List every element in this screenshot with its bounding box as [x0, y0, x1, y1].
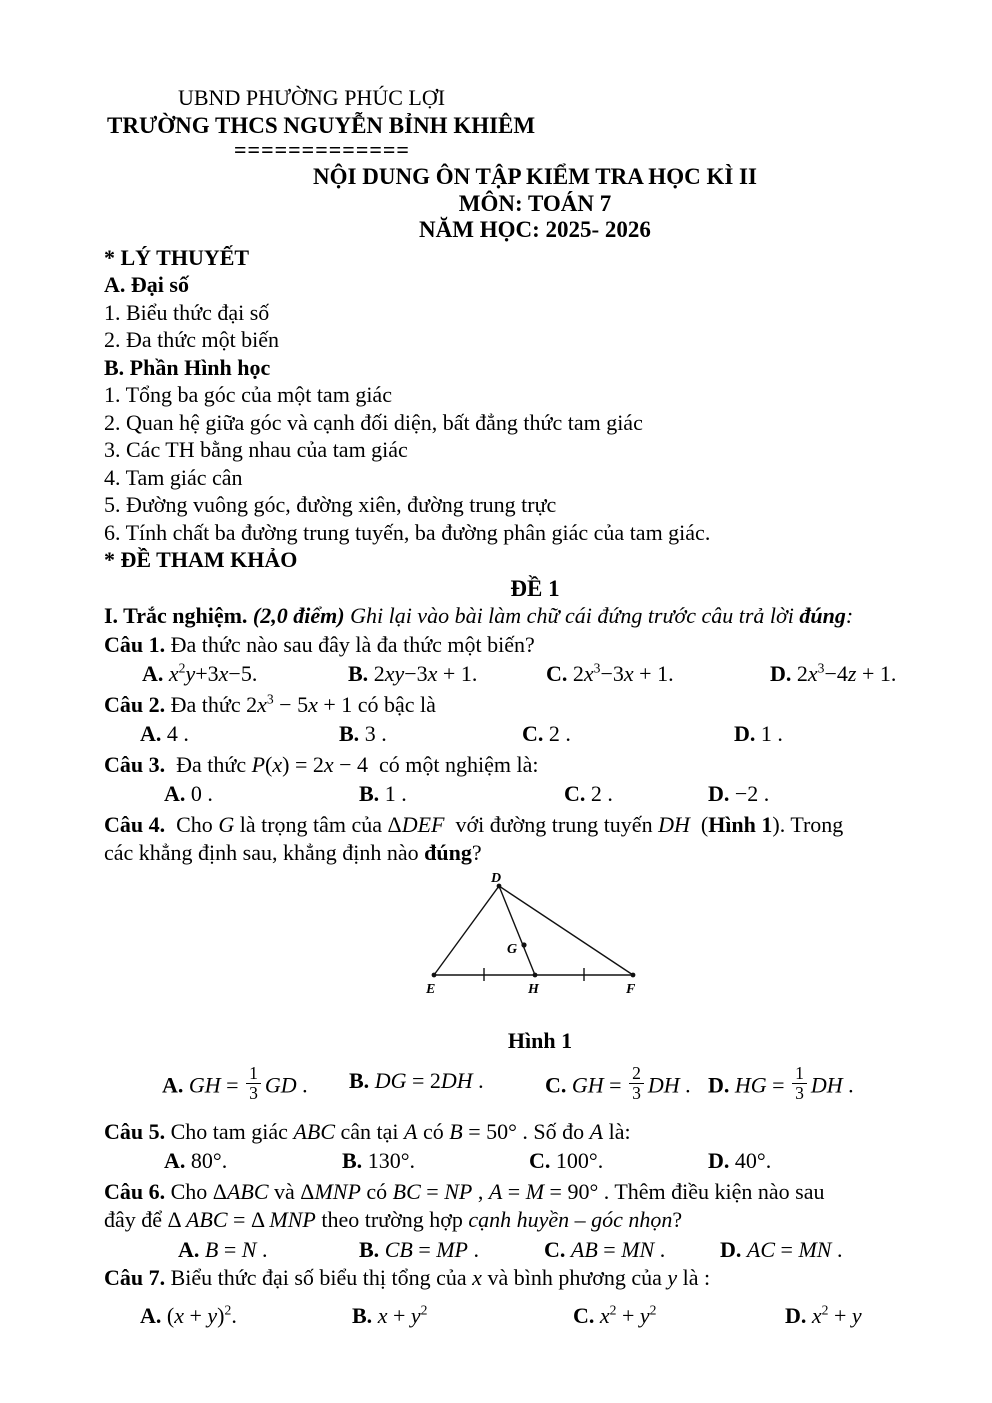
org-name: UBND PHƯỜNG PHÚC LỢI — [178, 85, 446, 110]
vertex-label-f: F — [626, 981, 636, 997]
option-b: B. DG = 2DH . — [349, 1067, 484, 1093]
options-row — [164, 780, 932, 808]
section-intro: I. Trắc nghiệm. (2,0 điểm) Ghi lại vào bài làm chữ cái đứng trước câu trả lời đúng: — [104, 603, 854, 628]
option-b: B. 130°. — [342, 1148, 415, 1174]
vertex-label-d: D — [491, 870, 502, 886]
option-a: A. B = N . — [178, 1236, 268, 1262]
question-5 — [104, 1118, 932, 1175]
question-1 — [104, 631, 932, 688]
option-c: C. GH = $\frac{2}{3}$ DH . — [545, 1062, 691, 1104]
option-c: C. AB = MN . — [544, 1236, 666, 1262]
options-row — [140, 1294, 932, 1330]
question-stem: Câu 2. Đa thức $2x^3 - 5x + 1$ có bậc là — [104, 691, 436, 717]
question-6 — [104, 1178, 932, 1264]
options-row — [140, 720, 932, 748]
option-b: B. CB = MP . — [359, 1236, 479, 1262]
theory-item: 2. Quan hệ giữa góc và cạnh đối diện, bất đẳng thức tam giác — [104, 409, 643, 435]
theory-item: 5. Đường vuông góc, đường xiên, đường trung trực — [104, 492, 557, 517]
question-stem: Câu 1. Đa thức nào sau đây là đa thức một biến? — [104, 631, 535, 657]
school-name: TRƯỜNG THCS NGUYỄN BỈNH KHIÊM — [107, 112, 536, 138]
header-divider: ============= — [234, 137, 410, 162]
question-2 — [104, 691, 932, 748]
question-4 — [104, 811, 932, 1115]
option-b: B. 2xy−3x + 1. — [348, 661, 478, 686]
theory-algebra-heading: A. Đại số — [104, 272, 189, 297]
theory-item: 3. Các TH bằng nhau của tam giác — [104, 437, 408, 462]
figure-caption: Hình 1 — [507, 1028, 573, 1053]
option-a: A. $x^2y+3x-5$. — [142, 660, 258, 686]
doc-year: NĂM HỌC: 2025- 2026 — [419, 217, 651, 242]
option-a: A. 4 . — [140, 721, 189, 746]
figure-hinh-1 — [126, 871, 954, 1026]
theory-item: 2. Đa thức một biến — [104, 327, 280, 352]
option-c: C. 2 . — [522, 721, 571, 746]
theory-item: 4. Tam giác cân — [104, 464, 243, 490]
question-3 — [104, 751, 932, 808]
option-d: D. $x^2 + y$ — [785, 1302, 862, 1328]
option-d: D. $2x^3-4z + 1$. — [770, 660, 897, 686]
question-stem-line2: các khẳng định sau, khẳng định nào đúng? — [104, 840, 482, 865]
centroid-label-g: G — [507, 941, 518, 957]
theory-geometry-heading: B. Phần Hình học — [104, 354, 271, 380]
option-c: C. $2x^3-3x + 1$. — [546, 660, 674, 686]
theory-item: 1. Tổng ba góc của một tam giác — [104, 382, 392, 407]
option-d: D. HG = $\frac{1}{3}$ DH . — [708, 1062, 854, 1104]
option-b: B. 1 . — [359, 781, 407, 806]
option-b: B. 3 . — [339, 721, 387, 746]
option-a: A. 80°. — [164, 1148, 228, 1174]
question-stem: Câu 3. Đa thức P(x) = 2x − 4 có một nghiệm là: — [104, 751, 539, 777]
option-a: A. 0 . — [164, 781, 213, 806]
option-b: B. $x + y^2$ — [352, 1302, 428, 1328]
option-a: A. GH = $\frac{1}{3}$ GD . — [162, 1062, 308, 1104]
options-row — [142, 660, 932, 688]
vertex-label-e: E — [426, 981, 436, 997]
option-c: C. 2 . — [564, 781, 613, 806]
question-stem: Câu 6. Cho ΔABC và ΔMNP có BC = NP , A = M = 90° . Thêm điều kiện nào sau — [104, 1178, 825, 1204]
question-stem-line2: đây để Δ ABC = Δ MNP theo trường hợp cạnh huyền – góc nhọn? — [104, 1207, 683, 1233]
question-stem: Câu 7. Biểu thức đại số biểu thị tổng của x và bình phương của y là : — [104, 1265, 711, 1291]
doc-subject: MÔN: TOÁN 7 — [458, 190, 612, 216]
theory-item: 6. Tính chất ba đường trung tuyến, ba đường phân giác của tam giác. — [104, 519, 711, 545]
title-block — [104, 164, 932, 244]
option-c: C. $x^2 + y^2$ — [573, 1302, 657, 1328]
question-stem: Câu 5. Cho tam giác ABC cân tại A có B = 50° . Số đo A là: — [104, 1118, 631, 1144]
theory-item: 1. Biểu thức đại số — [104, 299, 270, 325]
option-c: C. 100°. — [529, 1148, 604, 1174]
option-d: D. 40°. — [708, 1148, 772, 1174]
triangle-def-figure — [425, 871, 655, 1019]
question-stem: Câu 4. Cho G là trọng tâm của ΔDEF với đường trung tuyến DH (Hình 1). Trong — [104, 811, 844, 837]
option-d: D. AC = MN . — [720, 1236, 843, 1262]
theory-heading: * LÝ THUYẾT — [104, 244, 250, 270]
options-row — [162, 1061, 932, 1115]
exam-title: ĐỀ 1 — [510, 575, 560, 601]
option-d: D. 1 . — [734, 721, 783, 746]
exam-ref-heading: * ĐỀ THAM KHẢO — [104, 547, 298, 572]
option-d: D. −2 . — [708, 781, 770, 806]
options-row — [164, 1147, 932, 1175]
doc-title: NỘI DUNG ÔN TẬP KIỂM TRA HỌC KÌ II — [313, 164, 757, 189]
vertex-label-h: H — [528, 981, 539, 997]
options-row — [178, 1236, 932, 1264]
option-a: A. $(x + y)^2$. — [140, 1302, 237, 1328]
question-7 — [104, 1264, 932, 1329]
